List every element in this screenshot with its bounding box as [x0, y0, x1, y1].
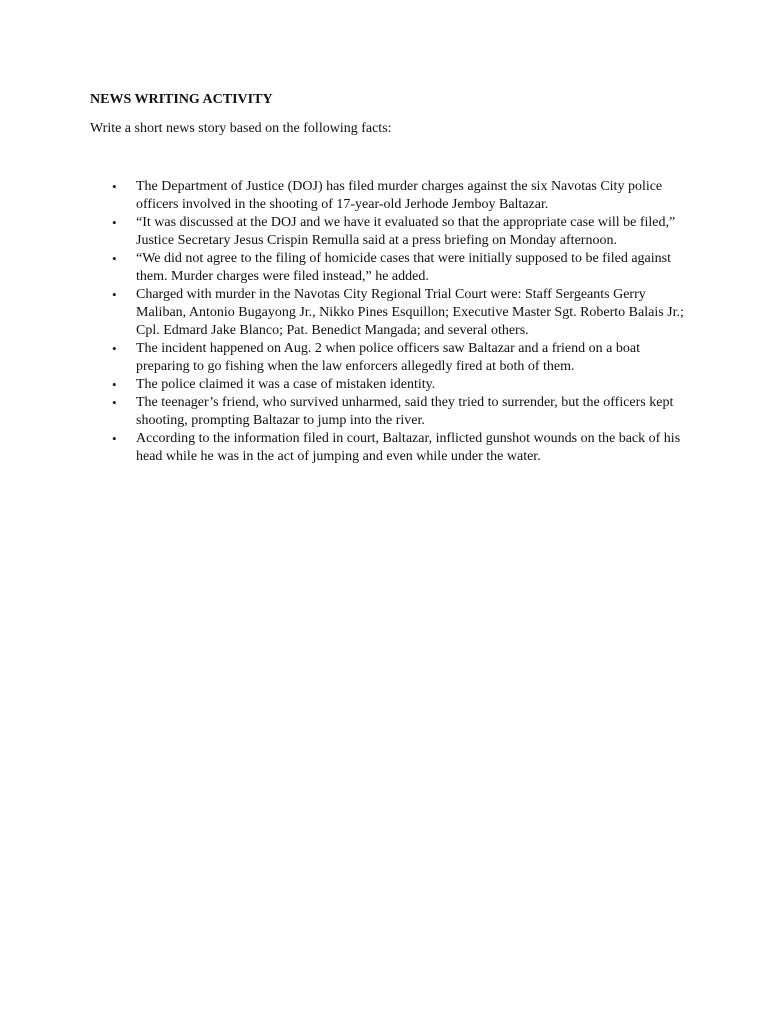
- fact-text: “It was discussed at the DOJ and we have it evaluated so that the appropriate case will be filed,” Justice Secretary Jesus Crispin Remulla said at a press briefing on Monday afternoon.: [136, 215, 676, 248]
- facts-list: [90, 178, 690, 466]
- page-title: NEWS WRITING ACTIVITY: [90, 92, 273, 107]
- list-item: [90, 340, 690, 376]
- bullet-icon: •: [112, 215, 117, 230]
- list-item: [90, 286, 690, 340]
- bullet-icon: •: [112, 431, 117, 446]
- fact-text: The police claimed it was a case of mistaken identity.: [136, 377, 436, 392]
- list-item: [90, 376, 690, 394]
- fact-text: The Department of Justice (DOJ) has filed murder charges against the six Navotas City police officers involved in the shooting of 17-year-old Jerhode Jemboy Baltazar.: [136, 179, 663, 212]
- list-item: [90, 430, 690, 466]
- fact-text: “We did not agree to the filing of homicide cases that were initially supposed to be filed against them. Murder charges were filed instead,” he added.: [136, 251, 671, 284]
- list-item: [90, 250, 690, 286]
- fact-text: According to the information filed in court, Baltazar, inflicted gunshot wounds on the back of his head while he was in the act of jumping and even while under the water.: [136, 431, 681, 464]
- list-item: [90, 394, 690, 430]
- fact-text: The teenager’s friend, who survived unharmed, said they tried to surrender, but the officers kept shooting, prompting Baltazar to jump into the river.: [136, 395, 674, 428]
- fact-text: The incident happened on Aug. 2 when police officers saw Baltazar and a friend on a boat preparing to go fishing when the law enforcers allegedly fired at both of them.: [136, 341, 640, 374]
- instructions-text: Write a short news story based on the following facts:: [90, 121, 392, 136]
- bullet-icon: •: [112, 251, 117, 266]
- list-item: [90, 214, 690, 250]
- bullet-icon: •: [112, 395, 117, 410]
- bullet-icon: •: [112, 179, 117, 194]
- list-item: [90, 178, 690, 214]
- fact-text: Charged with murder in the Navotas City Regional Trial Court were: Staff Sergeants Gerry Maliban, Antonio Bugayong Jr., Nikko Pines Esquillon; Executive Master Sgt. Roberto Balais Jr.; Cpl. Edmard Jake Blanco; Pat. Benedict Mangada; and several others.: [136, 287, 684, 338]
- bullet-icon: •: [112, 377, 117, 392]
- bullet-icon: •: [112, 341, 117, 356]
- bullet-icon: •: [112, 287, 117, 302]
